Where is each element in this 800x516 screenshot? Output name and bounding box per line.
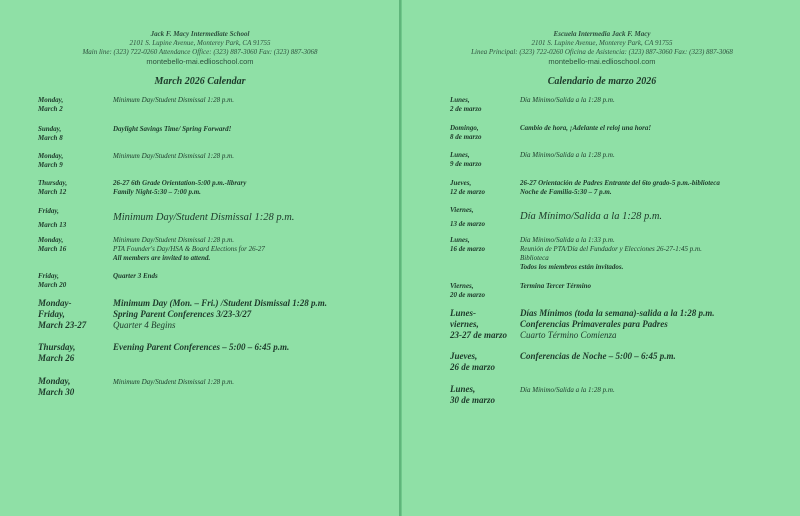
entry-date: Monday, March 2: [38, 96, 64, 113]
entry-date: Friday, March 20: [38, 272, 67, 289]
entry-date: Lunes, 30 de marzo: [450, 384, 495, 405]
english-header: [0, 30, 400, 66]
school-website: montebello-mai.edlioschool.com: [548, 57, 656, 66]
entry-event: Minimum Day/Student Dismissal 1:28 p.m.: [113, 212, 295, 223]
entry-date: Sunday, March 8: [38, 125, 63, 142]
entry-date: Friday, March 13: [38, 207, 67, 229]
entry-event: Minimum Day/Student Dismissal 1:28 p.m. PTA Founder's Day/HSA & Board Elections for 26-27 All members are invited to attend.: [113, 236, 265, 262]
entry-event: Día Mínimo/Salida a la 1:33 p.m. Reunión de PTA/Día del Fundador y Elecciones 26-27-1:45 p.m. Biblioteca Todos los miembros están invitados.: [520, 236, 702, 271]
entry-date: Viernes, 13 de marzo: [450, 206, 485, 228]
school-website: montebello-mai.edlioschool.com: [146, 57, 254, 66]
entry-date: Viernes, 20 de marzo: [450, 282, 485, 299]
entry-event: Conferencias de Noche – 5:00 – 6:45 p.m.: [520, 351, 676, 361]
entry-event: Daylight Savings Time/ Spring Forward!: [113, 125, 232, 133]
entry-date: Jueves, 26 de marzo: [450, 351, 495, 372]
entry-event: Minimum Day/Student Dismissal 1:28 p.m.: [113, 152, 234, 160]
entry-date: Monday- Friday, March 23-27: [38, 298, 87, 330]
entry-event: 26-27 Orientación de Padres Entrante del 6to grado-5 p.m.-biblioteca Noche de Familia-5:30 – 7 p.m.: [520, 179, 720, 196]
entry-event: Quarter 3 Ends: [113, 272, 158, 280]
page-fold-divider: [399, 0, 401, 516]
entry-event: Cambio de hora, ¡Adelante el reloj una hora!: [520, 124, 652, 132]
entry-date: Lunes, 9 de marzo: [450, 151, 482, 168]
entry-event: Día Mínimo/Salida a la 1:28 p.m.: [520, 151, 615, 159]
entry-date: Monday, March 30: [38, 376, 75, 397]
school-name: Escuela Intermedia Jack F. Macy: [553, 30, 651, 38]
entry-event: Minimum Day (Mon. – Fri.) /Student Dismissal 1:28 p.m. Spring Parent Conferences 3/23-3/27 Quarter 4 Begins: [113, 298, 328, 330]
school-name: Jack F. Macy Intermediate School: [150, 30, 250, 38]
entry-date: Monday, March 16: [38, 236, 67, 253]
entry-date: Lunes, 2 de marzo: [450, 96, 482, 113]
entry-date: Lunes, 16 de marzo: [450, 236, 485, 253]
calendar-title: March 2026 Calendar: [154, 76, 246, 87]
school-address: 2101 S. Lupine Avenue, Monterey Park, CA 91755: [531, 39, 673, 47]
spanish-header: [402, 30, 800, 66]
spanish-page: [400, 0, 800, 516]
school-address: 2101 S. Lupine Avenue, Monterey Park, CA 91755: [129, 39, 271, 47]
entry-event: Día Mínimo/Salida a la 1:28 p.m.: [520, 211, 663, 222]
entry-event: Evening Parent Conferences – 5:00 – 6:45 p.m.: [113, 342, 290, 352]
entry-date: Domingo, 8 de marzo: [450, 124, 482, 141]
entry-date: Jueves, 12 de marzo: [450, 179, 485, 196]
entry-event: 26-27 6th Grade Orientation-5:00 p.m.-library Family Night-5:30 – 7:00 p.m.: [113, 179, 247, 196]
entry-event: Día Mínimo/Salida a la 1:28 p.m.: [520, 386, 615, 394]
entry-date: Thursday, March 26: [38, 342, 76, 363]
entry-event: Minimum Day/Student Dismissal 1:28 p.m.: [113, 378, 234, 386]
entry-event: Termina Tercer Término: [520, 282, 592, 290]
entry-date: Lunes- viernes, 23-27 de marzo: [450, 308, 507, 340]
entry-date: Thursday, March 12: [38, 179, 68, 196]
school-phones: Linea Principal: (323) 722-0260 Oficina de Asistencia: (323) 887-3060 Fax: (323) 887-3068: [471, 48, 733, 56]
calendar-title: Calendario de marzo 2026: [547, 76, 657, 87]
entry-event: Días Mínimos (toda la semana)-salida a la 1:28 p.m. Conferencias Primaverales para Padres Cuarto Término Comienza: [520, 308, 715, 340]
entry-date: Monday, March 9: [38, 152, 64, 169]
entry-event: Minimum Day/Student Dismissal 1:28 p.m.: [113, 96, 234, 104]
school-phones: Main line: (323) 722-0260 Attendance Office: (323) 887-3060 Fax: (323) 887-3068: [82, 48, 318, 56]
entry-event: Día Mínimo/Salida a la 1:28 p.m.: [520, 96, 615, 104]
